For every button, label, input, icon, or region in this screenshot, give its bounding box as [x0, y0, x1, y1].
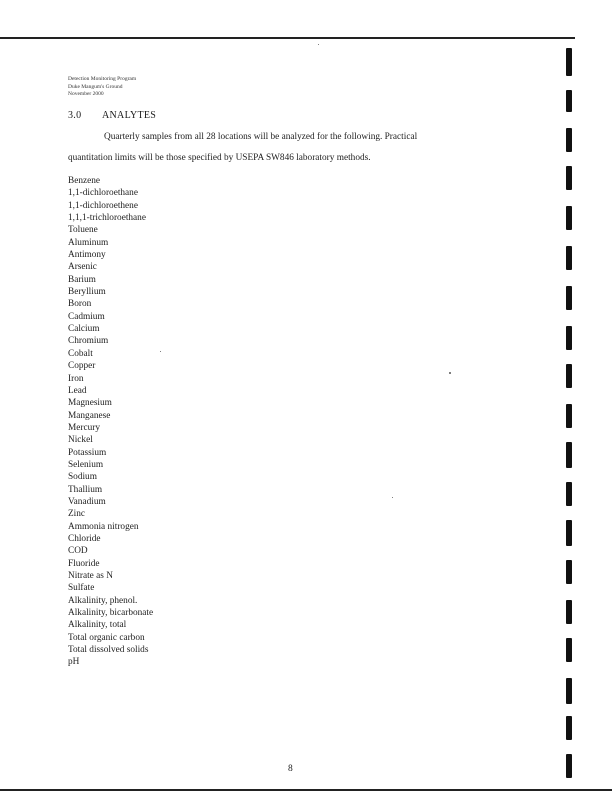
analyte-item: Sodium: [68, 472, 97, 483]
scan-edge-top: [0, 37, 575, 39]
binding-mark: [566, 716, 572, 740]
analyte-item: Total organic carbon: [68, 632, 145, 643]
binding-mark: [566, 404, 572, 428]
binding-mark: [566, 90, 572, 112]
analyte-item: Mercury: [68, 422, 101, 433]
analyte-item: pH: [68, 657, 80, 668]
analyte-item: Total dissolved solids: [68, 645, 149, 656]
analyte-item: Arsenic: [68, 262, 97, 273]
analyte-item: Calcium: [68, 324, 100, 335]
analyte-item: Selenium: [68, 459, 104, 470]
binding-mark: [566, 326, 572, 350]
section-title: ANALYTES: [102, 110, 157, 121]
scan-speck: [160, 351, 161, 352]
analyte-item: Vanadium: [68, 496, 106, 507]
analyte-item: Zinc: [68, 509, 86, 520]
scan-edge-bottom: [0, 789, 612, 791]
header-program: Detection Monitoring Program: [68, 76, 137, 82]
binding-mark: [566, 600, 572, 624]
analyte-item: Chloride: [68, 533, 101, 544]
analyte-item: Benzene: [68, 176, 101, 186]
analyte-item: Aluminum: [68, 237, 109, 248]
analyte-item: Chromium: [68, 336, 109, 347]
binding-mark: [566, 246, 572, 270]
header-site: Duke Mangum's Ground: [68, 83, 123, 90]
analyte-item: Cobalt: [68, 348, 93, 359]
analyte-item: Copper: [68, 361, 96, 372]
analyte-item: 1,1,1-trichloroethane: [68, 213, 146, 224]
scan-speck: [392, 497, 393, 498]
analyte-item: Thallium: [68, 484, 103, 495]
intro-line-2: quantitation limits will be those specified by USEPA SW846 laboratory methods.: [68, 153, 371, 163]
analyte-item: Barium: [68, 274, 96, 285]
scan-speck: [318, 44, 319, 45]
page-number: 8: [288, 764, 293, 774]
analyte-item: Manganese: [68, 410, 111, 421]
analyte-item: 1,1-dichloroethene: [68, 200, 138, 211]
binding-mark: [566, 206, 572, 230]
analyte-item: Potassium: [68, 447, 107, 458]
binding-mark: [566, 520, 572, 546]
analyte-item: Alkalinity, phenol.: [68, 595, 138, 606]
intro-line-1: Quarterly samples from all 28 locations will be analyzed for the following. Practical: [104, 132, 418, 142]
binding-mark: [566, 128, 572, 152]
analyte-item: Alkalinity, total: [68, 620, 127, 631]
analyte-list: [68, 175, 153, 669]
analyte-item: 1,1-dichloroethane: [68, 188, 138, 199]
document-header: [68, 76, 136, 99]
analyte-item: Alkalinity, bicarbonate: [68, 608, 154, 619]
analyte-item: Iron: [68, 373, 84, 384]
section-heading: [68, 110, 156, 121]
analyte-item: Ammonia nitrogen: [68, 521, 139, 532]
analyte-item: Nitrate as N: [68, 571, 113, 581]
analyte-item: Boron: [68, 299, 92, 310]
binding-mark: [566, 286, 572, 310]
binding-mark: [566, 754, 572, 778]
analyte-item: Cadmium: [68, 311, 105, 322]
analyte-item: Sulfate: [68, 583, 95, 594]
binding-mark: [566, 678, 572, 704]
binding-mark: [566, 166, 572, 190]
binding-mark: [566, 560, 572, 584]
intro-paragraph: [68, 127, 488, 169]
binding-mark: [566, 638, 572, 662]
analyte-item: Beryllium: [68, 287, 106, 298]
analyte-item: Fluoride: [68, 558, 100, 569]
analyte-item: Magnesium: [68, 398, 112, 409]
scan-speck: [449, 372, 451, 374]
binding-mark: [566, 482, 572, 506]
binding-mark: [566, 48, 572, 76]
binding-mark: [566, 364, 572, 388]
analyte-item: Antimony: [68, 250, 106, 261]
analyte-item: Toluene: [68, 225, 98, 236]
header-date: November 2000: [68, 91, 104, 97]
binding-mark: [566, 442, 572, 468]
analyte-item: Lead: [68, 385, 87, 396]
section-number: 3.0: [68, 110, 82, 121]
analyte-item: Nickel: [68, 435, 93, 446]
analyte-item: COD: [68, 546, 88, 557]
